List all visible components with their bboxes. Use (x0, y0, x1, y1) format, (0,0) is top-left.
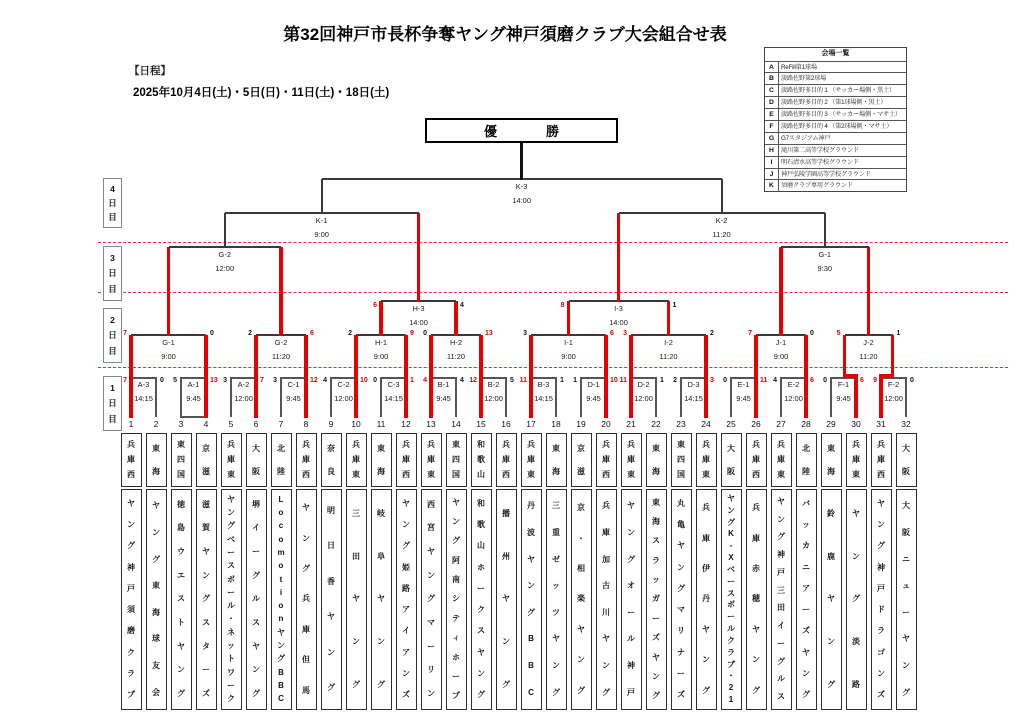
team-number-18: 18 (551, 419, 561, 429)
match-time-C-2: 12:00 (334, 394, 353, 403)
team-number-12: 12 (401, 419, 411, 429)
team-region-21: 兵 庫 東 (621, 433, 642, 487)
winner-line-D-2 (629, 374, 633, 418)
score-right-C-3: 1 (410, 377, 414, 384)
team-region-19: 京 滋 (571, 433, 592, 487)
team-name-5: ヤ ン グ ベ ー ス ボ ー ル ・ ネ ッ ト ワ ー ク (221, 489, 242, 710)
venue-name: 滝川第二高等学校グラウンド (781, 146, 859, 154)
team-region-4: 京 滋 (196, 433, 217, 487)
match-label-E-1: E-1 (737, 380, 750, 389)
match-time-B-3: 14:15 (534, 394, 553, 403)
match-time-day2-I-1: 9:00 (561, 352, 576, 361)
team-region-28: 北 陸 (796, 433, 817, 487)
match-label-day2-I-1: I-1 (564, 338, 573, 347)
team-number-1: 1 (128, 419, 134, 429)
match-time-D-2: 12:00 (634, 394, 653, 403)
score-right-H-3: 4 (460, 302, 464, 309)
score-right-F-2: 0 (910, 377, 914, 384)
score-left-D-2: 11 (619, 377, 627, 384)
team-name-23: 丸 亀 ヤ ン グ マ リ ナ ー ズ (671, 489, 692, 710)
match-time-day3-G-2: 12:00 (215, 264, 235, 273)
match-B-3-top-line (530, 377, 556, 378)
score-left-E-2: 4 (773, 377, 777, 384)
score-right-D-1: 10 (610, 377, 618, 384)
winner-line-G-2 (279, 247, 283, 336)
team-region-17: 兵 庫 東 (521, 433, 542, 487)
team-name-1: ヤ ン グ 神 戸 須 磨 ク ラ ブ (121, 489, 142, 710)
team-number-7: 7 (278, 419, 284, 429)
winner-line-J-1 (779, 247, 783, 336)
team-region-3: 東 四 国 (171, 433, 192, 487)
score-right-D-3: 3 (710, 377, 714, 384)
champion-label: 優 勝 (483, 124, 577, 139)
score-right-C-1: 12 (310, 377, 318, 384)
venue-name: 淡路佐野第2球場 (781, 75, 827, 83)
score-right-A-2: 7 (260, 377, 264, 384)
match-label-C-2: C-2 (337, 380, 350, 389)
team-number-29: 29 (826, 419, 836, 429)
venue-code: K (765, 180, 779, 191)
team-number-5: 5 (228, 419, 234, 429)
match-label-F-2: F-2 (887, 380, 900, 389)
match-label-day3-G-1: G-1 (818, 250, 831, 259)
team-region-10: 兵 庫 東 (346, 433, 367, 487)
venue-name: 須磨クラブ専用グラウンド (781, 182, 853, 190)
score-left-day2-I-1: 3 (523, 330, 527, 337)
score-right-day2-J-2: 1 (896, 330, 901, 337)
score-left-E-1: 0 (723, 377, 727, 384)
team-name-26: 兵 庫 赤 穂 ヤ ン グ (746, 489, 767, 710)
match-time-day2-G-2: 11:20 (271, 352, 291, 361)
match-label-day3-G-2: G-2 (218, 250, 231, 259)
match-B-1-top-line (430, 377, 456, 378)
score-right-day2-G-2: 6 (310, 330, 314, 337)
team-name-32: 大 阪 ニ ュ ー ヤ ン グ (896, 489, 917, 710)
score-right-A-3: 0 (160, 377, 164, 384)
match-label-day2-I-2: I-2 (664, 338, 673, 347)
match-time-day2-I-2: 11:20 (659, 352, 678, 361)
match-time-H-3: 14:00 (409, 318, 428, 327)
match-B-2-top-line (480, 377, 506, 378)
match-label-B-1: B-1 (437, 380, 450, 389)
team-region-32: 大 阪 (896, 433, 917, 487)
pending-line-day3-G-1 (824, 213, 826, 248)
venue-code: I (765, 157, 779, 168)
team-name-31: ヤ ン グ 神 戸 ド ラ ゴ ン ズ (871, 489, 892, 710)
venue-name: 淡路佐野多目的 4 （第2球場側・マサ土） (781, 122, 893, 130)
team-name-2: ヤ ン グ 東 海 球 友 会 (146, 489, 167, 710)
team-region-29: 東 海 (821, 433, 842, 487)
match-time-A-3: 14:15 (134, 394, 153, 403)
team-name-17: 丹 波 ヤ ン グ B B C (521, 489, 542, 710)
match-A-2-top-line (230, 377, 256, 378)
winner-line-F-2 (879, 374, 883, 418)
team-number-6: 6 (253, 419, 259, 429)
team-number-21: 21 (626, 419, 636, 429)
winner-line-B-1 (429, 374, 433, 418)
venue-name: 淡路佐野多目的 3 （サッカー場側・マサ土） (781, 111, 901, 119)
score-right-A-1: 13 (210, 377, 218, 384)
match-label-C-3: C-3 (387, 380, 400, 389)
match-label-D-2: D-2 (637, 380, 650, 389)
winner-line-J-2 (867, 247, 871, 336)
team-region-30: 兵 庫 東 (846, 433, 867, 487)
team-number-27: 27 (776, 419, 786, 429)
match-label-A-3: A-3 (137, 380, 150, 389)
team-name-27: ヤ ン グ 神 戸 三 田 イ ー グ ル ス (771, 489, 792, 710)
score-left-C-2: 4 (323, 377, 327, 384)
match-C-1-top-line (280, 377, 306, 378)
team-name-13: 西 宮 ヤ ン グ マ ー リ ン (421, 489, 442, 710)
team-number-16: 16 (501, 419, 511, 429)
team-region-16: 兵 庫 西 (496, 433, 517, 487)
score-left-day2-H-1: 2 (348, 330, 352, 337)
team-region-5: 兵 庫 東 (221, 433, 242, 487)
team-number-28: 28 (801, 419, 811, 429)
team-region-2: 東 海 (146, 433, 167, 487)
score-left-D-3: 2 (673, 377, 677, 384)
team-region-6: 大 阪 (246, 433, 267, 487)
score-right-B-1: 4 (460, 377, 464, 384)
team-name-18: 三 重 ゼ ッ ツ ヤ ン グ (546, 489, 567, 710)
venue-table-title: 会場一覧 (821, 50, 850, 57)
team-region-9: 奈 良 (321, 433, 342, 487)
winner-line-B-2 (479, 374, 483, 418)
venue-code: A (765, 62, 779, 73)
team-number-4: 4 (203, 419, 209, 429)
match-label-day2-G-1: G-1 (162, 338, 175, 347)
team-region-18: 東 海 (546, 433, 567, 487)
match-time-A-2: 12:00 (234, 394, 253, 403)
match-F-2-top-line (880, 377, 906, 378)
team-name-11: 岐 阜 ヤ ン グ (371, 489, 392, 710)
match-label-day2-G-2: G-2 (274, 338, 288, 347)
schedule-label: 【日程】 (129, 65, 171, 77)
winner-line-I-3 (617, 213, 621, 302)
score-left-B-1: 4 (423, 377, 427, 384)
team-name-12: ヤ ン グ 姫 路 ア イ ア ン ズ (396, 489, 417, 710)
match-time-day2-H-1: 9:00 (373, 352, 389, 361)
winner-line-I-2 (667, 301, 671, 336)
match-D-1-top-line (580, 377, 606, 378)
team-name-14: ヤ ン グ 阿 南 シ テ ィ ホ ー プ (446, 489, 467, 710)
match-C-2-top-line (330, 377, 356, 378)
day-label-1日目: 1 日 目 (103, 376, 122, 431)
team-region-11: 東 海 (371, 433, 392, 487)
score-right-F-1: 6 (860, 377, 864, 384)
pending-line-K-1 (321, 179, 323, 214)
team-number-19: 19 (576, 419, 586, 429)
match-label-D-3: D-3 (687, 380, 700, 389)
winner-line-G-1 (167, 247, 171, 336)
venue-name: 神戸弘陵学園高等学校グラウンド (781, 170, 871, 178)
score-left-F-1: 0 (823, 377, 827, 384)
match-label-I-3: I-3 (614, 304, 623, 313)
team-number-23: 23 (676, 419, 686, 429)
venue-code: C (765, 85, 779, 96)
match-time-day3-G-1: 9:30 (817, 264, 833, 273)
team-name-4: 滋 賀 ヤ ン グ ス タ ー ズ (196, 489, 217, 710)
match-label-day2-H-2: H-2 (449, 338, 463, 347)
team-name-19: 京 ・ 相 楽 ヤ ン グ (571, 489, 592, 710)
winner-line-A-3 (129, 374, 133, 418)
score-right-E-1: 11 (760, 377, 768, 384)
team-number-10: 10 (351, 419, 361, 429)
team-number-2: 2 (153, 419, 159, 429)
match-label-A-2: A-2 (237, 380, 250, 389)
team-region-1: 兵 庫 西 (121, 433, 142, 487)
team-name-24: 兵 庫 伊 丹 ヤ ン グ (696, 489, 717, 710)
team-region-20: 兵 庫 西 (596, 433, 617, 487)
match-label-C-1: C-1 (287, 380, 300, 389)
score-left-A-3: 7 (123, 377, 127, 384)
venue-code: B (765, 73, 779, 84)
match-label-K-2: K-2 (715, 216, 728, 225)
match-time-A-1: 9:45 (186, 394, 201, 403)
team-number-30: 30 (851, 419, 861, 429)
team-number-14: 14 (451, 419, 461, 429)
schedule-dates: 2025年10月4日(土)・5日(日)・11日(土)・18日(土) (133, 87, 390, 99)
team-region-24: 兵 庫 東 (696, 433, 717, 487)
team-name-28: バ ッ カ ニ ア ー ズ ヤ ン グ (796, 489, 817, 710)
match-label-A-1: A-1 (187, 380, 200, 389)
match-D-3-top-line (680, 377, 706, 378)
match-time-I-3: 14:00 (609, 318, 628, 327)
match-label-B-2: B-2 (487, 380, 500, 389)
score-right-I-3: 1 (672, 302, 677, 309)
match-A-1-top-line (180, 377, 206, 378)
score-left-A-1: 5 (173, 377, 177, 384)
match-label-F-1: F-1 (837, 380, 850, 389)
day-divider-3 (98, 367, 1008, 368)
score-left-A-2: 3 (223, 377, 227, 384)
venue-code: D (765, 97, 779, 108)
venue-code: F (765, 121, 779, 132)
match-time-day2-G-1: 9:00 (161, 352, 176, 361)
score-right-D-2: 1 (660, 377, 664, 384)
match-A-1-bottom-line (180, 416, 206, 417)
match-E-2-top-line (780, 377, 806, 378)
team-region-23: 東 四 国 (671, 433, 692, 487)
score-right-B-3: 1 (560, 377, 564, 384)
score-left-F-2: 9 (873, 377, 877, 384)
team-name-21: ヤ ン グ オ ー ル 神 戸 (621, 489, 642, 710)
match-time-D-1: 9:45 (586, 394, 601, 403)
team-number-9: 9 (328, 419, 334, 429)
day-divider-2 (98, 292, 1008, 293)
match-time-C-1: 9:45 (286, 394, 301, 403)
venue-code: G (765, 133, 779, 144)
score-left-D-1: 1 (573, 377, 577, 384)
team-name-10: 三 田 ヤ ン グ (346, 489, 367, 710)
day-label-4日目: 4 日 目 (103, 178, 122, 228)
match-time-K-1: 9:00 (314, 230, 329, 239)
score-left-B-3: 11 (519, 377, 527, 384)
team-number-17: 17 (526, 419, 536, 429)
team-region-25: 大 阪 (721, 433, 742, 487)
score-right-C-2: 10 (360, 377, 368, 384)
pending-line-K-2 (721, 179, 723, 214)
match-label-K-3: K-3 (515, 182, 528, 191)
team-name-8: ヤ ン グ 兵 庫 但 馬 (296, 489, 317, 710)
match-label-day2-J-2: J-2 (863, 338, 874, 347)
score-left-day2-G-1: 7 (123, 330, 127, 337)
team-name-25: ヤ ン グ K - X ベ ー ス ボ ー ル ク ラ ブ ・ 2 1 (721, 489, 742, 710)
team-number-3: 3 (178, 419, 184, 429)
match-time-D-3: 14:15 (684, 394, 703, 403)
score-left-B-2: 12 (469, 377, 477, 384)
venue-name: 淡路佐野多目的 2 （第1球場側・黒土） (781, 99, 887, 107)
match-E-1-top-line (730, 377, 756, 378)
team-region-8: 兵 庫 西 (296, 433, 317, 487)
score-right-day2-H-2: 13 (485, 330, 493, 337)
team-region-31: 兵 庫 西 (871, 433, 892, 487)
venue-code: E (765, 109, 779, 120)
team-name-7: L o c o m o t i o n ヤ ン グ B B C (271, 489, 292, 710)
winner-line-B-3 (529, 374, 533, 418)
match-time-F-2: 12:00 (884, 394, 903, 403)
team-number-32: 32 (901, 419, 911, 429)
champion-line (520, 143, 523, 180)
team-number-8: 8 (303, 419, 309, 429)
team-number-26: 26 (751, 419, 761, 429)
venue-name: 明石清水高等学校グラウンド (781, 158, 859, 166)
team-region-13: 兵 庫 東 (421, 433, 442, 487)
match-C-3-top-line (380, 377, 406, 378)
team-region-7: 北 陸 (271, 433, 292, 487)
day-label-2日目: 2 日 目 (103, 308, 122, 363)
team-region-15: 和 歌 山 (471, 433, 492, 487)
score-left-day2-H-2: 0 (423, 330, 427, 337)
match-label-B-3: B-3 (537, 380, 550, 389)
team-name-16: 播 州 ヤ ン グ (496, 489, 517, 710)
team-number-15: 15 (476, 419, 486, 429)
match-D-2-top-line (630, 377, 656, 378)
score-left-day2-G-2: 2 (248, 330, 252, 337)
team-number-13: 13 (426, 419, 436, 429)
page-title: 第32回神戸市長杯争奪ヤング神戸須磨クラブ大会組合せ表 (283, 25, 727, 44)
match-time-F-1: 9:45 (836, 394, 851, 403)
match-time-B-1: 9:45 (436, 394, 451, 403)
score-left-H-3: 6 (373, 302, 377, 309)
venue-name: 淡路佐野多目的 1 （サッカー場側・黒土） (781, 87, 895, 95)
team-name-30: ヤ ン グ 淡 路 (846, 489, 867, 710)
team-name-3: 徳 島 ウ エ ス ト ヤ ン グ (171, 489, 192, 710)
match-F-1-top-line (830, 377, 856, 378)
team-name-22: 東 海 ス ラ ッ ガ ー ズ ヤ ン グ (646, 489, 667, 710)
match-time-E-1: 9:45 (736, 394, 751, 403)
team-name-29: 鈴 鹿 ヤ ン グ (821, 489, 842, 710)
match-time-C-3: 14:15 (384, 394, 403, 403)
score-right-day2-J-1: 0 (810, 330, 814, 337)
match-label-K-1: K-1 (315, 216, 328, 225)
team-number-31: 31 (876, 419, 886, 429)
venue-code: J (765, 169, 779, 180)
team-number-11: 11 (376, 419, 386, 429)
team-name-20: 兵 庫 加 古 川 ヤ ン グ (596, 489, 617, 710)
venue-code: H (765, 145, 779, 156)
match-time-B-2: 12:00 (484, 394, 503, 403)
team-region-14: 東 四 国 (446, 433, 467, 487)
match-time-K-3: 14:00 (512, 196, 532, 205)
score-left-I-3: 8 (560, 302, 565, 309)
team-name-6: 堺 イ ー グ ル ス ヤ ン グ (246, 489, 267, 710)
match-label-E-2: E-2 (787, 380, 800, 389)
score-right-day2-I-2: 2 (710, 330, 714, 337)
match-A-3-top-line (130, 377, 156, 378)
score-left-day2-J-1: 7 (748, 330, 752, 337)
team-name-9: 明 日 香 ヤ ン グ (321, 489, 342, 710)
score-left-day2-I-2: 3 (623, 330, 627, 337)
score-right-day2-H-1: 9 (410, 330, 414, 337)
winner-line-I-1 (567, 301, 571, 336)
day-label-3日目: 3 日 目 (103, 246, 122, 301)
match-time-day2-J-2: 11:20 (859, 352, 878, 361)
venue-name: ReFill第1球場 (781, 63, 817, 71)
match-label-H-3: H-3 (412, 304, 425, 313)
team-number-25: 25 (726, 419, 736, 429)
score-right-day2-G-1: 0 (210, 330, 214, 337)
score-right-E-2: 6 (810, 377, 814, 384)
team-number-20: 20 (601, 419, 611, 429)
score-right-day2-I-1: 6 (610, 330, 614, 337)
venue-name: G7スタジアム神戸 (781, 134, 831, 142)
score-left-C-3: 0 (373, 377, 377, 384)
team-name-15: 和 歌 山 ホ ー ク ス ヤ ン グ (471, 489, 492, 710)
match-time-day2-J-1: 9:00 (773, 352, 789, 361)
match-label-D-1: D-1 (587, 380, 600, 389)
winner-line-H-3 (417, 213, 421, 302)
match-label-day2-H-1: H-1 (374, 338, 388, 347)
score-left-C-1: 3 (273, 377, 277, 384)
match-time-K-2: 11:20 (712, 230, 731, 239)
team-region-26: 兵 庫 西 (746, 433, 767, 487)
match-label-day2-J-1: J-1 (775, 338, 787, 347)
pending-line-day3-G-2 (224, 213, 226, 248)
score-left-day2-J-2: 5 (836, 330, 841, 337)
team-region-27: 兵 庫 東 (771, 433, 792, 487)
team-number-22: 22 (651, 419, 661, 429)
team-number-24: 24 (701, 419, 711, 429)
team-region-12: 兵 庫 西 (396, 433, 417, 487)
team-region-22: 東 海 (646, 433, 667, 487)
score-right-B-2: 5 (510, 377, 514, 384)
match-time-E-2: 12:00 (784, 394, 803, 403)
day-divider-1 (98, 242, 1008, 243)
match-time-day2-H-2: 11:20 (446, 352, 466, 361)
